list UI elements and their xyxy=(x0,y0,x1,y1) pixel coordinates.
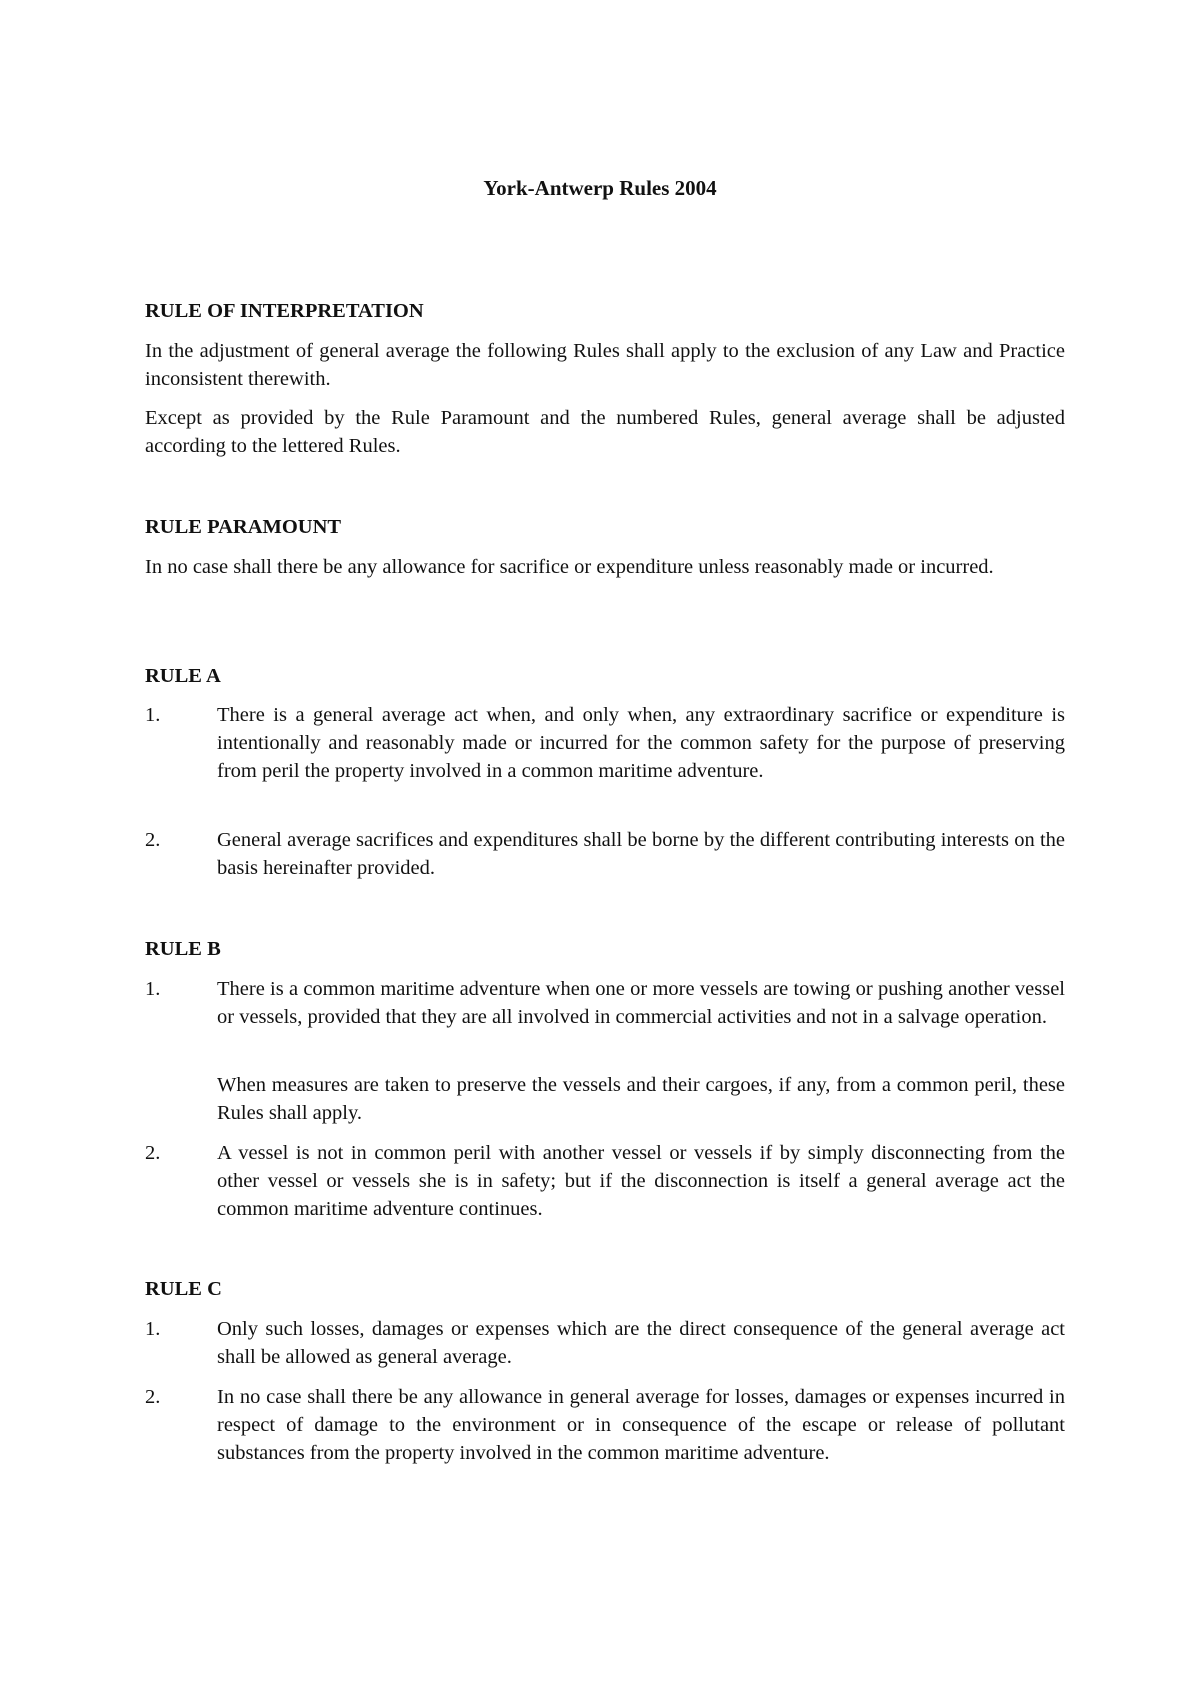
rule-b-item-1-text: There is a common maritime adventure when one or more vessels are towing or pushing another vessel or vessels, provided that they are all involved in commercial activities and not in a salvage operation. xyxy=(217,978,1065,1028)
rule-c-item-1-number: 1. xyxy=(145,1318,161,1340)
heading-rule-paramount: RULE PARAMOUNT xyxy=(145,516,342,538)
rule-a-item-1-number: 1. xyxy=(145,704,161,726)
paramount-paragraph-1: In no case shall there be any allowance for sacrifice or expenditure unless reasonably made or incurred. xyxy=(145,556,994,578)
rule-c-item-2-text: In no case shall there be any allowance in general average for losses, damages or expenses incurred in respect of damage to the environment or in consequence of the escape or release of pollutant substances from the property involved in the common maritime adventure. xyxy=(217,1386,1065,1464)
rule-b-item-2-text: A vessel is not in common peril with another vessel or vessels if by simply disconnecting from the other vessel or vessels she is in safety; but if the disconnection is itself a general average act the common maritime adventure continues. xyxy=(217,1142,1065,1220)
rule-c-item-2-number: 2. xyxy=(145,1386,161,1408)
heading-rule-of-interpretation: RULE OF INTERPRETATION xyxy=(145,300,424,322)
heading-rule-b: RULE B xyxy=(145,938,221,960)
interpretation-paragraph-1: In the adjustment of general average the following Rules shall apply to the exclusion of any Law and Practice inconsistent therewith. xyxy=(145,340,1065,390)
rule-a-item-2-number: 2. xyxy=(145,829,161,851)
rule-a-item-2-text: General average sacrifices and expenditures shall be borne by the different contributing interests on the basis hereinafter provided. xyxy=(217,829,1065,879)
rule-b-item-1-continuation: When measures are taken to preserve the vessels and their cargoes, if any, from a common peril, these Rules shall apply. xyxy=(217,1074,1065,1124)
rule-b-item-2-number: 2. xyxy=(145,1142,161,1164)
document-title: York-Antwerp Rules 2004 xyxy=(483,176,717,200)
rule-b-item-1-number: 1. xyxy=(145,978,161,1000)
heading-rule-c: RULE C xyxy=(145,1278,222,1300)
rule-c-item-1-text: Only such losses, damages or expenses which are the direct consequence of the general average act shall be allowed as general average. xyxy=(217,1318,1065,1368)
heading-rule-a: RULE A xyxy=(145,665,221,687)
rule-a-item-1-text: There is a general average act when, and only when, any extraordinary sacrifice or expenditure is intentionally and reasonably made or incurred for the common safety for the purpose of preserving from peril the property involved in a common maritime adventure. xyxy=(217,704,1065,782)
interpretation-paragraph-2: Except as provided by the Rule Paramount and the numbered Rules, general average shall be adjusted according to the lettered Rules. xyxy=(145,407,1065,457)
